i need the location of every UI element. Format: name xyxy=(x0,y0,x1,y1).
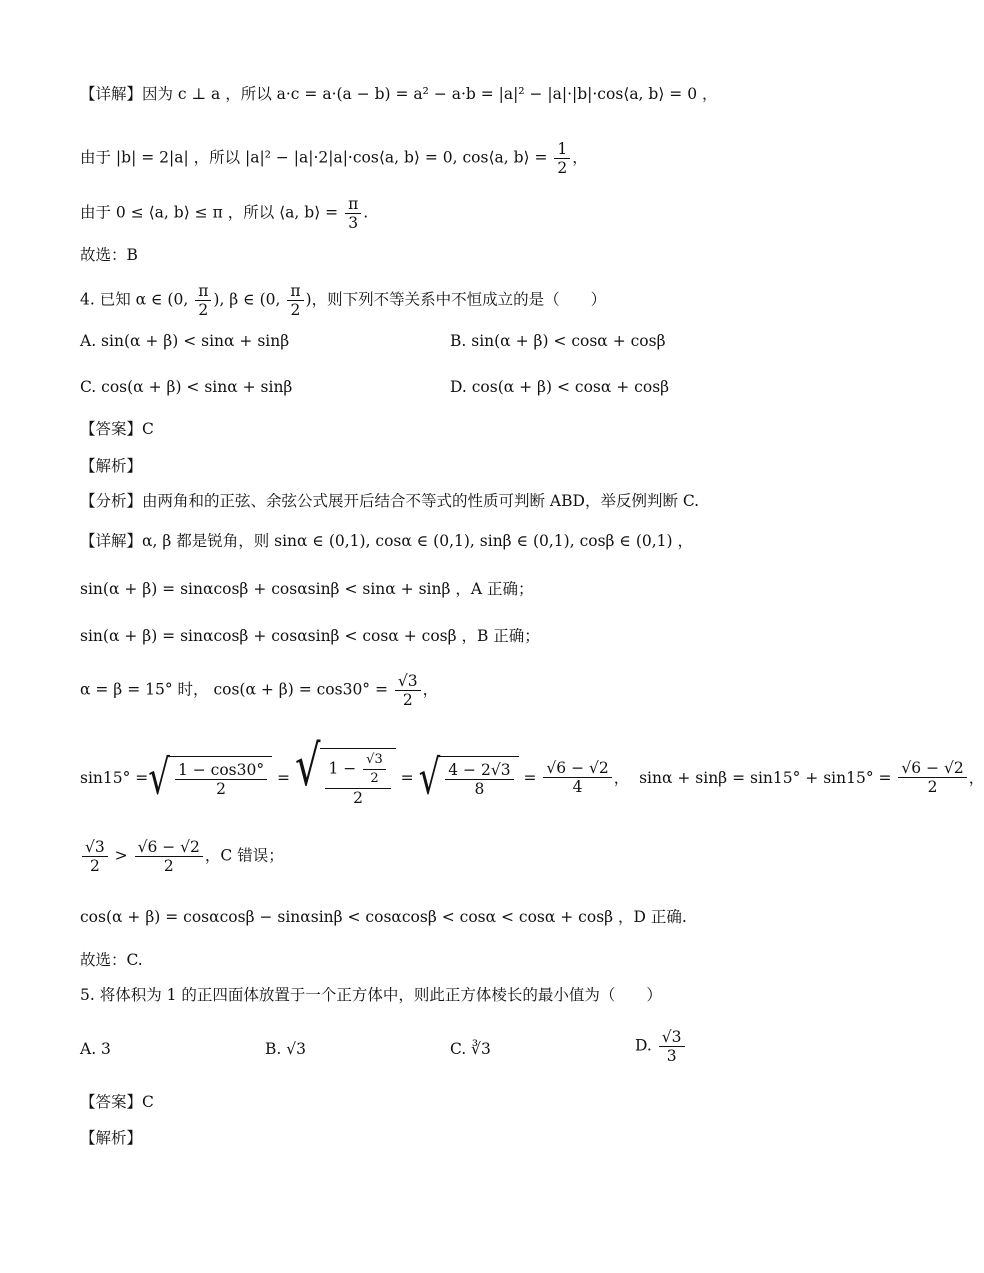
radicand xyxy=(170,756,272,800)
q4-option-d: D. cos(α + β) < cosα + cosβ xyxy=(450,378,670,396)
denominator: 3 xyxy=(666,1047,677,1065)
fraction xyxy=(175,761,267,798)
question-5: 5. 将体积为 1 的正四面体放置于一个正方体中，则此正方体棱长的最小值为（ ） xyxy=(80,986,662,1004)
numerator: √3 xyxy=(395,672,421,691)
text: = xyxy=(518,768,542,787)
equation-line-2: sin(α + β) = sinαcosβ + cosαsinβ < cosα + cosβ ，B 正确； xyxy=(80,627,540,645)
radicand xyxy=(320,748,395,807)
denominator: 2 xyxy=(557,159,568,177)
choice-line-4: 故选：C. xyxy=(80,951,143,969)
radicand xyxy=(440,756,518,800)
denominator: 2 xyxy=(198,301,209,319)
numerator: π xyxy=(287,282,303,301)
denominator: 2 xyxy=(290,301,301,319)
numerator: √6 − √2 xyxy=(898,759,966,778)
detail-4: 【详解】α, β 都是锐角，则 sinα ∈ (0,1), cosα ∈ (0,1), sinβ ∈ (0,1), cosβ ∈ (0,1) ， xyxy=(80,532,693,550)
numerator: √3 xyxy=(363,751,386,770)
numerator xyxy=(325,751,390,789)
answer-5: 【答案】C xyxy=(80,1093,154,1111)
q4-option-a: A. sin(α + β) < sinα + sinβ xyxy=(80,332,290,350)
text: ， xyxy=(572,148,588,167)
text: ), β ∈ (0, xyxy=(213,290,286,309)
fraction xyxy=(287,282,303,319)
radical xyxy=(418,749,519,806)
text: = xyxy=(395,768,419,787)
denominator: 2 xyxy=(163,857,174,875)
fraction xyxy=(195,282,211,319)
text: > xyxy=(109,846,133,865)
detail-line-2 xyxy=(80,140,840,177)
denominator: 4 xyxy=(572,778,583,796)
fraction xyxy=(445,761,513,798)
denominator: 2 xyxy=(216,779,226,798)
text: α = β = 15° 时， cos(α + β) = cos30° = xyxy=(80,680,393,699)
numerator: √6 − √2 xyxy=(135,838,203,857)
analysis-heading-4: 【解析】 xyxy=(80,457,143,475)
numerator: 1 xyxy=(554,140,570,159)
text: sin15° = xyxy=(80,768,149,787)
denominator: 2 xyxy=(927,778,938,796)
radical xyxy=(148,749,272,806)
question-4 xyxy=(80,282,840,319)
denominator: 2 xyxy=(353,789,364,807)
q5-option-d xyxy=(635,1028,687,1065)
fraction xyxy=(898,759,966,796)
q5-option-b: B. √3 xyxy=(265,1040,306,1058)
text: ， sinα + sinβ = sin15° + sin15° = xyxy=(613,768,897,787)
q5-option-c: C. ∛3 xyxy=(450,1040,491,1058)
text: 1 − xyxy=(328,759,362,778)
answer-4: 【答案】C xyxy=(80,420,154,438)
fraction xyxy=(325,751,390,807)
equation-line-3 xyxy=(80,672,840,709)
fraction xyxy=(345,195,361,232)
fraction xyxy=(554,140,570,177)
numerator: 1 − cos30° xyxy=(175,761,267,780)
denominator: 2 xyxy=(402,691,413,709)
text: )，则下列不等关系中不恒成立的是（ ） xyxy=(305,290,607,309)
text: . xyxy=(363,203,369,222)
radical-sign: √ xyxy=(418,749,441,806)
numerator: √6 − √2 xyxy=(543,759,611,778)
fraction xyxy=(363,751,386,788)
choice-line-3: 故选：B xyxy=(80,246,138,264)
text: D. xyxy=(635,1036,652,1055)
text: 由于 |b| = 2|a| ，所以 |a|² − |a|·2|a|·cos⟨a, b⟩ = 0, cos⟨a, b⟩ = xyxy=(80,148,553,167)
fraction xyxy=(135,838,203,875)
equation-line-1: sin(α + β) = sinαcosβ + cosαsinβ < sinα + sinβ ，A 正确； xyxy=(80,580,534,598)
detail-line-3 xyxy=(80,195,840,232)
fraction xyxy=(543,759,611,796)
equation-line-4 xyxy=(80,734,984,807)
denominator: 3 xyxy=(348,214,359,232)
radical xyxy=(294,734,396,807)
numerator: √3 xyxy=(82,838,108,857)
equation-line-5 xyxy=(80,838,840,875)
fraction xyxy=(659,1028,685,1065)
fraction xyxy=(82,838,108,875)
numerator: 4 − 2√3 xyxy=(445,761,513,780)
text: 4. 已知 α ∈ (0, xyxy=(80,290,194,309)
text: ，C 错误； xyxy=(204,846,284,865)
text: = xyxy=(272,768,295,787)
equation-line-6: cos(α + β) = cosαcosβ − sinαsinβ < cosαcosβ < cosα < cosα + cosβ ，D 正确. xyxy=(80,908,687,926)
q4-option-b: B. sin(α + β) < cosα + cosβ xyxy=(450,332,666,350)
numerator: π xyxy=(345,195,361,214)
text: ， xyxy=(968,768,984,787)
numerator: √3 xyxy=(659,1028,685,1047)
radical-sign: √ xyxy=(294,734,321,800)
denominator: 8 xyxy=(474,779,485,798)
fraction xyxy=(395,672,421,709)
denominator: 2 xyxy=(370,771,379,786)
text: 由于 0 ≤ ⟨a, b⟩ ≤ π ，所以 ⟨a, b⟩ = xyxy=(80,203,344,222)
denominator: 2 xyxy=(89,857,100,875)
analysis-heading-5: 【解析】 xyxy=(80,1129,143,1147)
q4-option-c: C. cos(α + β) < sinα + sinβ xyxy=(80,378,293,396)
text: ， xyxy=(422,680,439,699)
detail-line-1: 【详解】因为 c ⊥ a ，所以 a·c = a·(a − b) = a² − a·b = |a|² − |a|·|b|·cos⟨a, b⟩ = 0 ， xyxy=(80,85,718,103)
radical-sign: √ xyxy=(148,749,170,806)
q5-option-a: A. 3 xyxy=(80,1040,111,1058)
analysis-4: 【分析】由两角和的正弦、余弦公式展开后结合不等式的性质可判断 ABD，举反例判断 C. xyxy=(80,492,700,510)
numerator: π xyxy=(195,282,211,301)
